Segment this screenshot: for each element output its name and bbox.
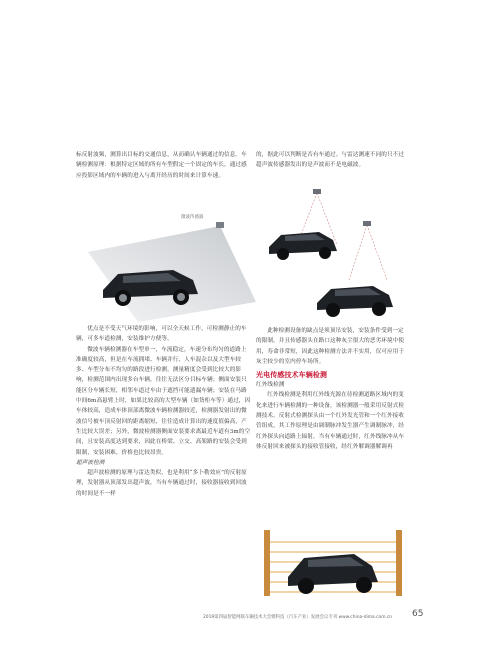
sensor-device-icon bbox=[313, 189, 321, 194]
subsection-title: 红外线检测 bbox=[256, 382, 285, 389]
subsection-title: 超声波检测 bbox=[76, 459, 105, 466]
paragraph: 的，据此可以判断是否有车通过。与雷达测速不同的只不过超声波传感器发出的是声波而不是电磁波。 bbox=[256, 152, 405, 169]
paragraph: 红外线检测是利用红外线光源在待检测道路区域内的变化来进行车辆检测的一种设备，该检测器一般采用反射式检测技术。反射式检测探头由一个红外发光管和一个红外接收管组成，其工作原理是由调制脉冲发生器产生调制脉冲，经红外探头向道路上辐射，当有车辆通过时，红外线脉冲从车体反射回来被探头的接收管接收，经红外解调器解调再 bbox=[256, 392, 405, 450]
right-body bbox=[256, 326, 407, 452]
sensor-device-icon bbox=[216, 222, 224, 228]
car-icon bbox=[317, 286, 393, 317]
sensor-label: 微波传感器 bbox=[181, 215, 204, 220]
paragraph: 优点是不受天气环境的影响，可以全天候工作，可检测静止的车辆，可多车道检测，安装维护方便等。 bbox=[76, 326, 247, 343]
left-top-paragraph bbox=[76, 150, 251, 181]
left-body bbox=[76, 324, 251, 499]
sensor-device-icon bbox=[363, 221, 371, 226]
right-top-paragraph bbox=[256, 150, 407, 171]
infrared-post-left bbox=[264, 530, 270, 596]
figure-ultrasonic-sensor bbox=[257, 185, 407, 325]
microwave-figure-svg bbox=[78, 212, 256, 322]
paragraph: 标反射波频，测算出目标的交通信息，从而确认车辆通过的信息。车辆检测原理：根据特定区域的所有车型假定一个固定的车长，通过感应投影区域内的车辆的进入与离开经历的时间来计算车速。 bbox=[76, 152, 247, 179]
figure-infrared-sensor bbox=[258, 522, 408, 602]
footer-text: 2019第四届智能网联车辆技术大会暨科技（汽车产业）发展会议专刊 www.china-dima.com.cn bbox=[203, 615, 393, 620]
ultrasonic-figure-svg bbox=[257, 185, 407, 325]
section-title: 光电传感技术车辆检测 bbox=[256, 370, 327, 380]
car-icon bbox=[269, 232, 337, 260]
infrared-post-right bbox=[396, 530, 402, 596]
car-icon bbox=[288, 554, 378, 594]
page-number: 65 bbox=[412, 609, 424, 619]
infrared-figure-svg bbox=[258, 522, 408, 602]
paragraph: 微波车辆检测器在车型单一，车流稳定，车速分布均匀的道路上准确度较高，但是在车流拥堵、车辆并行、人车混杂以及大型车较多、车型分布不均匀的路段进行检测，测量精度会受到比较大的影响，检测范围内出现多台车辆，往往无法区分目标车辆；侧面安装只能区分车辆长短，相邻车道过车由于遮挡可能遗漏车辆；安装在马路中间6m高悬臂上时，如果比较高的大型车辆（如货柜车等）通过，因车体较高，造成车体顶部离微波车辆检测器较近，检测器发射出的微波信号被车顶反射回的距离缩短，往往造成计算出的速度值偏高，产生比较大误差；另外，微波检测器侧面安装要求离最近车道有3m的空间，且安装高度达到要求，因此在桥梁、立交、高架路的安装会受到限制，安装困难，价格也比较昂贵。 bbox=[76, 346, 251, 456]
figure-microwave-sensor bbox=[78, 212, 256, 322]
paragraph: 超声波检测的原理与雷达类似，也是利用“多卜勒效应”的反射原理，发射器从顶部发出超声波，当有车辆通过时，接收器接收到回波的时间是不一样 bbox=[76, 470, 247, 497]
paragraph: 此种检测设备的缺点是须顶吊安装，安装条件受到一定的限制，并且传感器头在路口这种灰尘很大的恶劣环境中使用，寿命非常短，因此这种检测方法并不实用，仅可应用于灰尘较少的室内停车场所。 bbox=[256, 328, 405, 365]
